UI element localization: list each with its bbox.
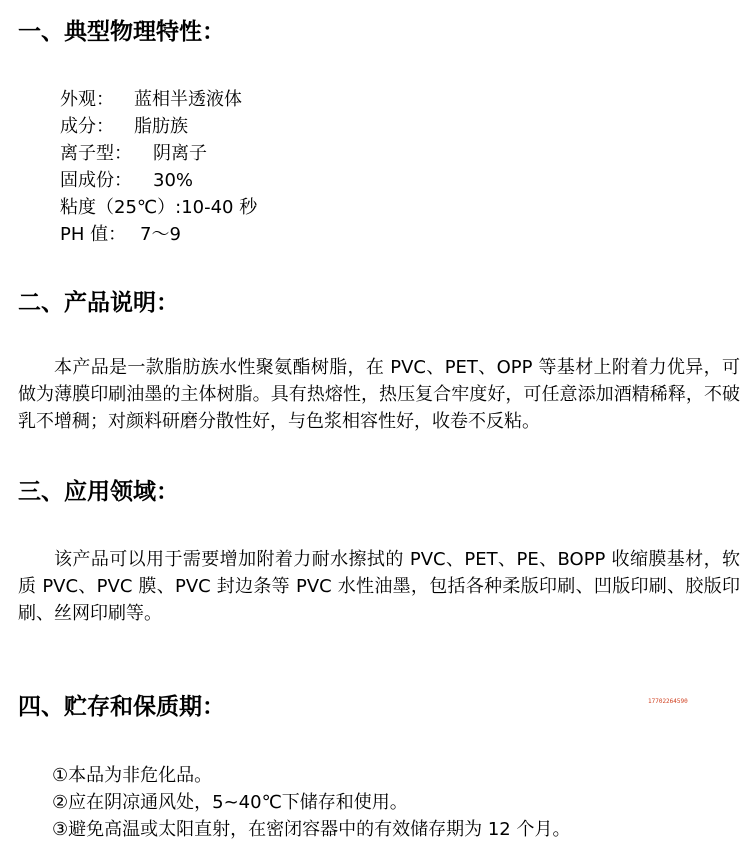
property-label: 成分： (60, 116, 114, 137)
storage-item: ③避免高温或太阳直射，在密闭容器中的有效储存期为 12 个月。 (52, 819, 571, 840)
property-label: 外观： (60, 89, 114, 110)
heading-applications: 三、应用领域： (18, 478, 179, 505)
property-value: 脂肪族 (134, 116, 188, 137)
property-composition (60, 113, 257, 140)
heading-description: 二、产品说明： (18, 289, 179, 316)
heading-storage: 四、贮存和保质期： (18, 693, 225, 720)
watermark-code: 17702264590 (648, 698, 688, 705)
property-label: 固成份： (60, 170, 132, 191)
property-value: 30% (153, 170, 194, 191)
property-label: 离子型： (60, 143, 132, 164)
property-viscosity (60, 194, 257, 221)
property-solid-content (60, 167, 257, 194)
applications-paragraph: 该产品可以用于需要增加附着力耐水擦拭的 PVC、PET、PE、BOPP 收缩膜基材，软质 PVC、PVC 膜、PVC 封边条等 PVC 水性油墨，包括各种柔版印刷、凹版印刷、胶版印刷、丝网印刷等。 (18, 549, 740, 624)
property-appearance (60, 86, 257, 113)
property-value: 阴离子 (153, 143, 207, 164)
storage-list (52, 762, 570, 843)
storage-item: ②应在阴凉通风处，5~40℃下储存和使用。 (52, 792, 408, 813)
property-label: PH 值： (60, 224, 127, 245)
description-paragraph: 本产品是一款脂肪族水性聚氨酯树脂，在 PVC、PET、OPP 等基材上附着力优异，可做为薄膜印刷油墨的主体树脂。具有热熔性，热压复合牢度好，可任意添加酒精稀释，不破乳不增稠；对颜料研磨分散性好，与色浆相容性好，收卷不反粘。 (18, 357, 740, 432)
properties-list (60, 86, 257, 248)
storage-item: ①本品为非危化品。 (52, 765, 213, 786)
property-value: 7～9 (140, 224, 181, 245)
property-ph (60, 221, 257, 248)
property-value: 10-40 秒 (181, 197, 258, 218)
property-value: 蓝相半透液体 (134, 89, 242, 110)
heading-properties: 一、典型物理特性： (18, 18, 225, 45)
property-label: 粘度（25℃）: (60, 197, 182, 218)
property-ionic-type (60, 140, 257, 167)
